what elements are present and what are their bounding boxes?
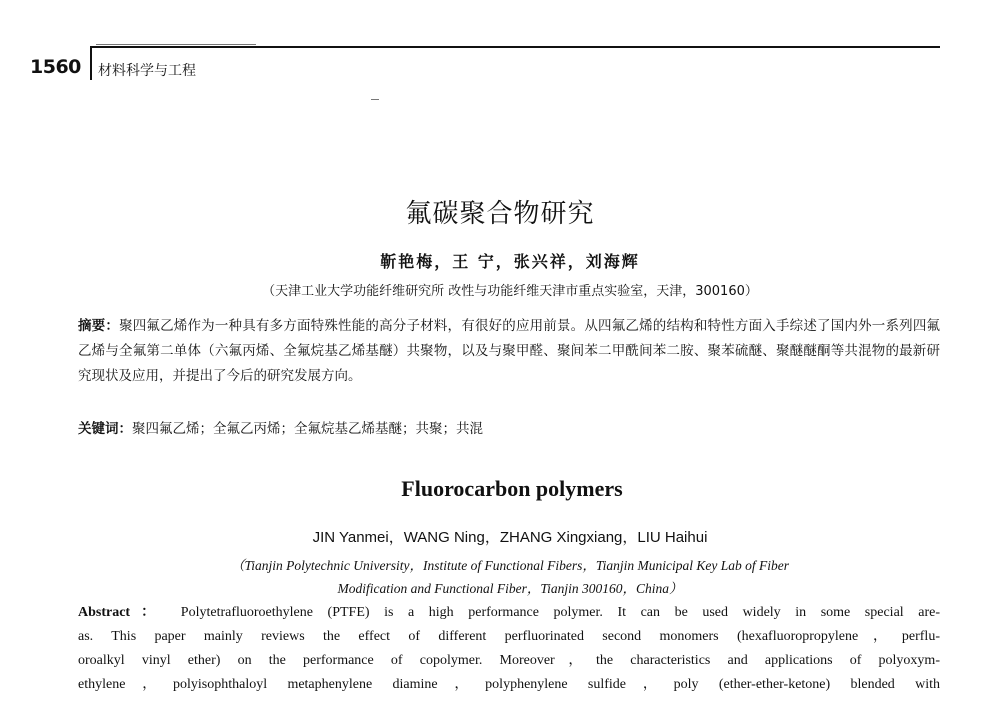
affiliation-cn: （天津工业大学功能纤维研究所 改性与功能纤维天津市重点实验室，天津，300160） [262,284,758,299]
abstract-en-line: ethylene，polyisophthaloyl metaphenylene diamine，polyphenylene sulfide，poly (ether-ether-ketone) blended with [78,677,940,692]
affiliation-en-line: Modification and Functional Fiber，Tianjin 300160，China） [337,581,683,596]
keywords-text-cn: 聚四氟乙烯；全氟乙丙烯；全氟烷基乙烯基醚；共聚；共混 [132,421,483,437]
keywords-label-cn: 关键词： [78,421,132,437]
abstract-en-line: oroalkyl vinyl ether) on the performance of copolymer. Moreover，the characteristics and applications of polyoxym- [78,653,940,668]
affiliation-en [0,554,1000,600]
abstract-en-line [78,601,940,625]
paper-title-cn: 氟碳聚合物研究 [405,199,595,229]
page-number: 1560 [30,56,81,78]
abstract-label-cn: 摘要： [78,318,120,334]
abstract-text-cn: 聚四氟乙烯作为一种具有多方面特殊性能的高分子材料，有很好的应用前景。从四氟乙烯的结构和特性方面入手综述了国内外一系列四氟乙烯与全氟第二单体（六氟丙烯、全氟烷基乙烯基醚）共聚物，以及与聚甲醛、聚间苯二甲酰间苯二胺、聚苯硫醚、聚醚醚酮等共混物的最新研究现状及应用，并提出了今后的研究发展方向。 [78,318,941,384]
abstract-en-text: Polytetrafluoroethylene (PTFE) is a high performance polymer. It can be used widely in some special are- [180,605,940,620]
abstract-en [78,601,940,697]
abstract-cn [78,314,940,389]
scan-speck [371,99,379,100]
header-divider [90,46,92,80]
abstract-label-en: Abstract： [78,605,167,620]
journal-name: 材料科学与工程 [98,63,196,79]
header-rule-shadow [96,44,256,45]
paper-title-en: Fluorocarbon polymers [401,476,623,501]
abstract-en-line: as. This paper mainly reviews the effect of different perfluorinated second monomers (hexafluoropropylene，perflu- [78,629,940,644]
authors-cn: 靳艳梅，王 宁，张兴祥，刘海辉 [380,252,640,271]
header-rule [90,46,940,48]
keywords-cn [78,417,940,442]
authors-en: JIN Yanmei，WANG Ning，ZHANG Xingxiang，LIU Haihui [312,529,708,546]
affiliation-en-line: （Tianjin Polytechnic University，Institute of Functional Fibers，Tianjin Municipal Key Lab of Fiber [231,558,789,573]
